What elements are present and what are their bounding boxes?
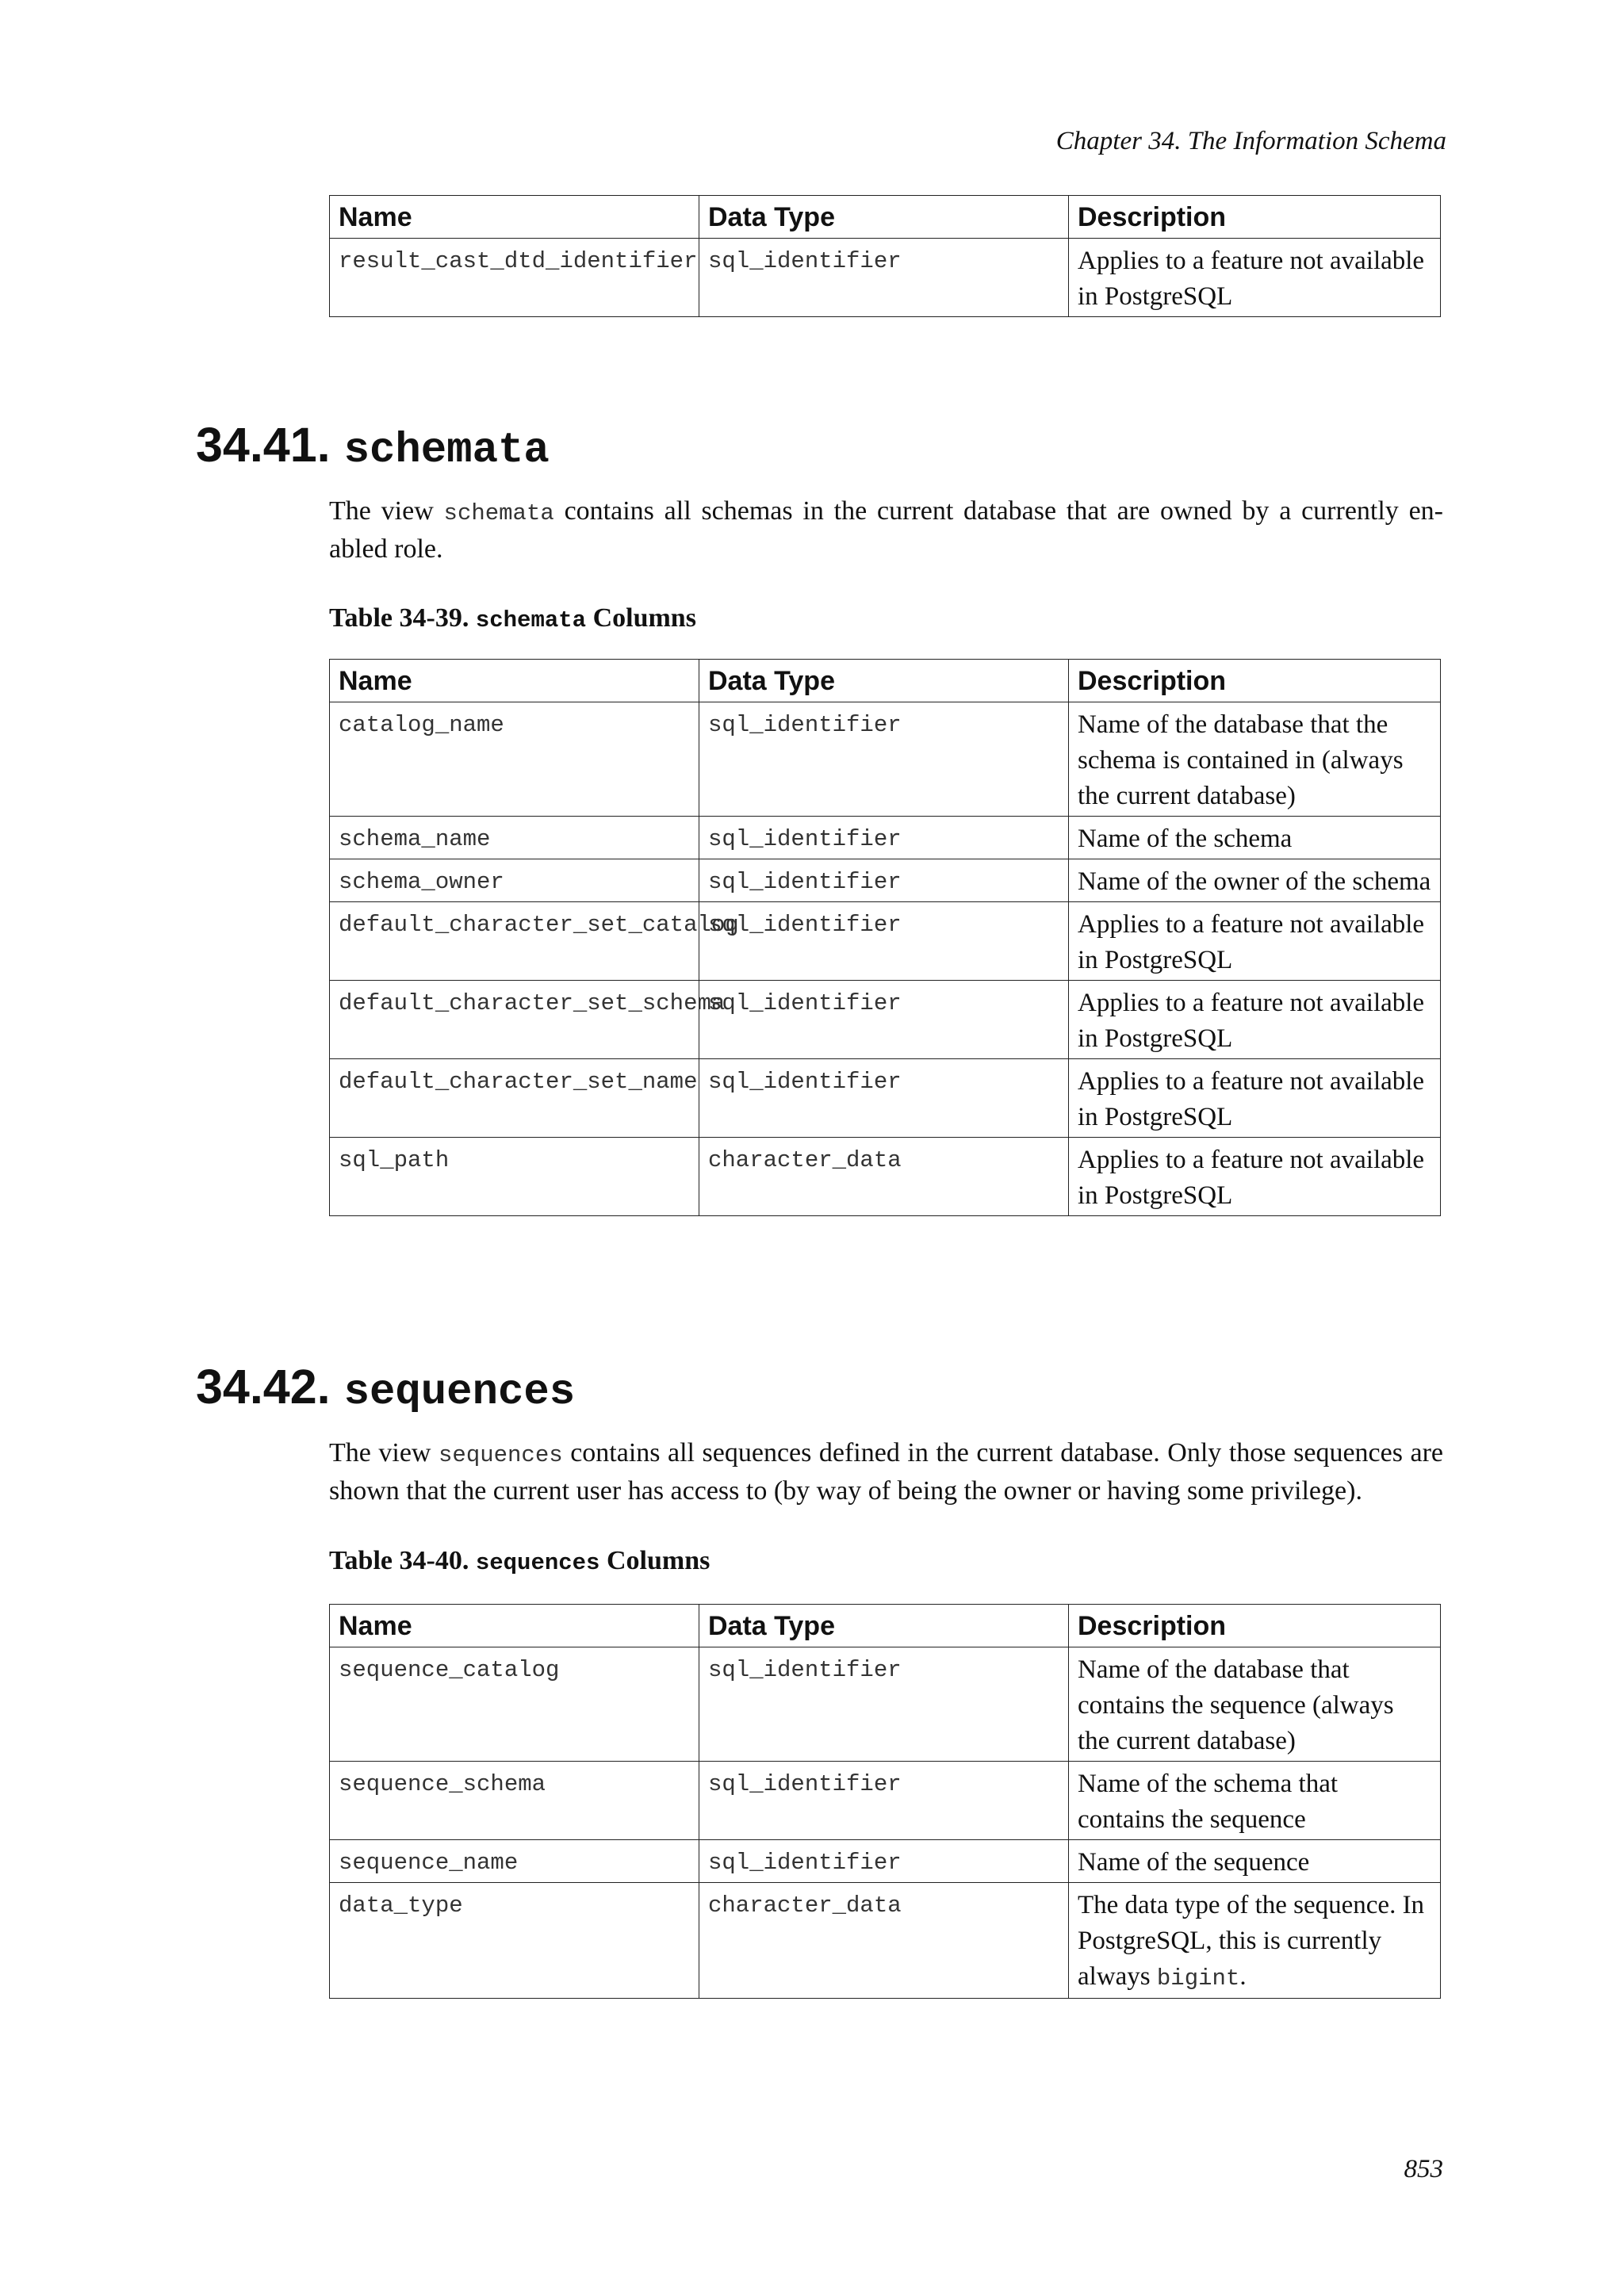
table-row xyxy=(330,1762,1441,1840)
section-title-code: sequences xyxy=(343,1368,576,1417)
data-type-cell: sql_identifier xyxy=(699,239,1069,317)
description-text: The data type of the sequence. In PostgreSQL, this is currently always xyxy=(1078,1891,1425,1991)
column-header-data-type: Data Type xyxy=(699,1605,1069,1647)
inline-code: bigint xyxy=(1156,1965,1240,1992)
page-number: 853 xyxy=(1404,2155,1443,2183)
column-header-name: Name xyxy=(330,660,699,702)
table-row xyxy=(330,239,1441,317)
inline-code: sequences xyxy=(439,1442,563,1468)
column-name-cell: default_character_set_catalog xyxy=(330,902,699,981)
data-type-cell: sql_identifier xyxy=(699,1647,1069,1762)
paragraph-text: contains all sequences defined in the current database. Only those sequences are shown that the current user has access to (by way of being the owner or having some privilege). xyxy=(329,1438,1443,1506)
data-type-cell: character_data xyxy=(699,1883,1069,1999)
table-header-row xyxy=(330,1605,1441,1647)
caption-text: Columns xyxy=(599,1546,710,1575)
column-name-cell: result_cast_dtd_identifier xyxy=(330,239,699,317)
column-name-cell: schema_name xyxy=(330,817,699,859)
description-cell: Name of the owner of the schema xyxy=(1069,859,1441,902)
table-row xyxy=(330,1138,1441,1216)
column-name-cell: sequence_schema xyxy=(330,1762,699,1840)
column-header-description: Description xyxy=(1069,1605,1441,1647)
data-type-cell: sql_identifier xyxy=(699,981,1069,1059)
schemata-columns-table xyxy=(329,659,1441,1216)
table-row xyxy=(330,981,1441,1059)
column-name-cell: sql_path xyxy=(330,1138,699,1216)
table-header-row xyxy=(330,196,1441,239)
section-number: 34.42. xyxy=(196,1360,331,1414)
section-number: 34.41. xyxy=(196,418,331,472)
column-name-cell: sequence_catalog xyxy=(330,1647,699,1762)
column-name-cell: catalog_name xyxy=(330,702,699,817)
paragraph-text: The view xyxy=(329,496,444,526)
data-type-cell: character_data xyxy=(699,1138,1069,1216)
column-header-description: Description xyxy=(1069,196,1441,239)
table-row xyxy=(330,1059,1441,1138)
column-name-cell: data_type xyxy=(330,1883,699,1999)
table-row xyxy=(330,817,1441,859)
column-header-name: Name xyxy=(330,196,699,239)
table-row xyxy=(330,702,1441,817)
column-header-data-type: Data Type xyxy=(699,660,1069,702)
section-intro-paragraph xyxy=(329,1435,1443,1509)
table-header-row xyxy=(330,660,1441,702)
caption-text: Table 34-40. xyxy=(329,1546,476,1575)
description-cell: Name of the schema xyxy=(1069,817,1441,859)
column-header-description: Description xyxy=(1069,660,1441,702)
table-caption xyxy=(329,1546,710,1576)
table-caption xyxy=(329,603,696,633)
section-intro-paragraph xyxy=(329,493,1443,567)
data-type-cell: sql_identifier xyxy=(699,859,1069,902)
description-cell: Applies to a feature not available in PostgreSQL xyxy=(1069,239,1441,317)
table-row xyxy=(330,1647,1441,1762)
section-heading-sequences xyxy=(196,1359,575,1417)
description-cell: Applies to a feature not available in PostgreSQL xyxy=(1069,981,1441,1059)
table-row xyxy=(330,902,1441,981)
caption-code: schemata xyxy=(475,607,587,633)
caption-text: Columns xyxy=(586,603,696,633)
data-type-cell: sql_identifier xyxy=(699,702,1069,817)
column-name-cell: sequence_name xyxy=(330,1840,699,1883)
description-cell xyxy=(1069,1883,1441,1999)
paragraph-text: contains all schemas in the current database that are owned by a currently en- abled role. xyxy=(329,496,1444,564)
caption-code: sequences xyxy=(475,1550,600,1576)
column-name-cell: schema_owner xyxy=(330,859,699,902)
column-header-name: Name xyxy=(330,1605,699,1647)
description-cell: Name of the sequence xyxy=(1069,1840,1441,1883)
description-cell: Applies to a feature not available in PostgreSQL xyxy=(1069,1059,1441,1138)
paragraph-text: The view xyxy=(329,1438,439,1468)
section-heading-schemata xyxy=(196,417,550,475)
table-row xyxy=(330,1840,1441,1883)
description-cell: Applies to a feature not available in PostgreSQL xyxy=(1069,1138,1441,1216)
inline-code: schemata xyxy=(443,500,554,526)
description-text: . xyxy=(1239,1962,1247,1991)
description-cell: Name of the database that contains the sequence (always the current database) xyxy=(1069,1647,1441,1762)
data-type-cell: sql_identifier xyxy=(699,1762,1069,1840)
continued-columns-table xyxy=(329,195,1441,317)
column-name-cell: default_character_set_schema xyxy=(330,981,699,1059)
data-type-cell: sql_identifier xyxy=(699,817,1069,859)
section-title-code: schemata xyxy=(343,427,550,475)
table-row xyxy=(330,1883,1441,1999)
table-row xyxy=(330,859,1441,902)
data-type-cell: sql_identifier xyxy=(699,1840,1069,1883)
column-name-cell: default_character_set_name xyxy=(330,1059,699,1138)
column-header-data-type: Data Type xyxy=(699,196,1069,239)
description-cell: Name of the database that the schema is contained in (always the current database) xyxy=(1069,702,1441,817)
running-header: Chapter 34. The Information Schema xyxy=(1055,127,1446,155)
caption-text: Table 34-39. xyxy=(329,603,476,633)
description-cell: Name of the schema that contains the sequence xyxy=(1069,1762,1441,1840)
data-type-cell: sql_identifier xyxy=(699,902,1069,981)
data-type-cell: sql_identifier xyxy=(699,1059,1069,1138)
sequences-columns-table xyxy=(329,1604,1441,1999)
description-cell: Applies to a feature not available in PostgreSQL xyxy=(1069,902,1441,981)
